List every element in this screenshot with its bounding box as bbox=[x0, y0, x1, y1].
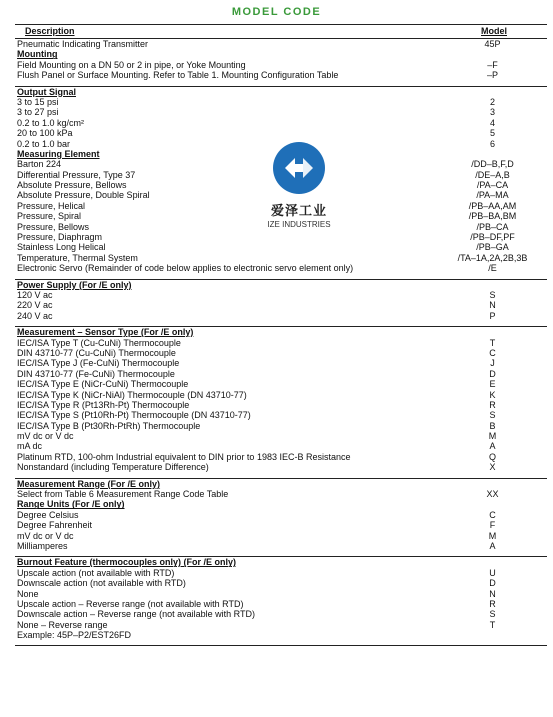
row-description: Differential Pressure, Type 37 bbox=[17, 169, 136, 180]
section-heading-row bbox=[15, 49, 547, 59]
table-section bbox=[15, 280, 547, 328]
row-model-code: /PB–BA,BM bbox=[468, 211, 517, 222]
row-description: 0.2 to 1.0 bar bbox=[17, 138, 71, 149]
table-row bbox=[15, 107, 547, 117]
row-model-code: /DD–B,F,D bbox=[471, 159, 514, 170]
row-model-code: M bbox=[488, 431, 497, 442]
row-model-code: N bbox=[489, 300, 496, 311]
model-code-table bbox=[15, 24, 547, 646]
row-model-code: R bbox=[489, 598, 496, 609]
row-model-code: /PA–CA bbox=[476, 180, 509, 191]
table-row bbox=[15, 609, 547, 619]
row-description: 120 V ac bbox=[17, 289, 53, 300]
row-description: Downscale action (not available with RTD) bbox=[17, 578, 186, 589]
row-description: Upscale action – Reverse range (not available with RTD) bbox=[17, 598, 244, 609]
row-model-code: A bbox=[489, 441, 496, 452]
model-column-header: Model bbox=[481, 26, 507, 36]
table-row bbox=[15, 118, 547, 128]
table-row bbox=[15, 311, 547, 321]
row-model-code: E bbox=[489, 379, 496, 390]
logo-mark-icon bbox=[273, 142, 325, 194]
row-model-code: S bbox=[489, 289, 496, 300]
row-model-code: C bbox=[489, 509, 496, 520]
row-model-code: X bbox=[489, 462, 496, 473]
table-row bbox=[15, 568, 547, 578]
table-row bbox=[15, 441, 547, 451]
table-row bbox=[15, 589, 547, 599]
row-description: Stainless Long Helical bbox=[17, 242, 106, 253]
table-row bbox=[15, 300, 547, 310]
section-heading: Power Supply (For /E only) bbox=[17, 279, 132, 290]
table-row bbox=[15, 128, 547, 138]
row-description: None bbox=[17, 588, 39, 599]
row-model-code: U bbox=[489, 567, 496, 578]
table-row bbox=[15, 452, 547, 462]
row-description: mA dc bbox=[17, 441, 43, 452]
row-description: 3 to 15 psi bbox=[17, 96, 59, 107]
company-logo bbox=[256, 142, 342, 229]
row-model-code: J bbox=[490, 358, 495, 369]
section-heading: Output Signal bbox=[17, 86, 76, 97]
table-row bbox=[15, 39, 547, 49]
table-row bbox=[15, 410, 547, 420]
row-model-code: –P bbox=[486, 70, 498, 81]
row-description: 220 V ac bbox=[17, 300, 53, 311]
row-description: DIN 43710-77 (Cu-CuNi) Thermocouple bbox=[17, 347, 176, 358]
table-row bbox=[15, 232, 547, 242]
table-row bbox=[15, 97, 547, 107]
row-model-code: /DE–A,B bbox=[475, 169, 510, 180]
row-model-code: T bbox=[489, 619, 496, 630]
row-description: IEC/ISA Type B (Pt30Rh-PtRh) Thermocouple bbox=[17, 420, 201, 431]
table-row bbox=[15, 348, 547, 358]
table-row bbox=[15, 70, 547, 80]
row-description: Degree Fahrenheit bbox=[17, 520, 93, 531]
row-description: Select from Table 6 Measurement Range Code Table bbox=[17, 489, 229, 500]
row-model-code: F bbox=[489, 520, 496, 531]
row-description: 0.2 to 1.0 kg/cm² bbox=[17, 117, 85, 128]
row-description: Electronic Servo (Remainder of code below applies to electronic servo element only) bbox=[17, 263, 354, 274]
row-description: Absolute Pressure, Bellows bbox=[17, 180, 127, 191]
row-model-code: M bbox=[488, 530, 497, 541]
table-row bbox=[15, 358, 547, 368]
row-description: mV dc or V dc bbox=[17, 530, 74, 541]
row-model-code: A bbox=[489, 540, 496, 551]
table-header bbox=[15, 25, 547, 39]
row-description: Field Mounting on a DN 50 or 2 in pipe, or Yoke Mounting bbox=[17, 59, 246, 70]
row-description: IEC/ISA Type R (Pt13Rh-Pt) Thermocouple bbox=[17, 399, 190, 410]
row-model-code: 6 bbox=[489, 138, 495, 149]
section-heading: Measuring Element bbox=[17, 148, 100, 159]
row-model-code: S bbox=[489, 410, 496, 421]
table-row bbox=[15, 510, 547, 520]
table-row bbox=[15, 338, 547, 348]
row-description: Pneumatic Indicating Transmitter bbox=[17, 39, 149, 49]
row-model-code: –F bbox=[487, 59, 498, 70]
row-description: Downscale action – Reverse range (not available with RTD) bbox=[17, 609, 255, 620]
row-description: IEC/ISA Type S (Pt10Rh-Pt) Thermocouple (DN 43710-77) bbox=[17, 410, 251, 421]
section-heading-row bbox=[15, 499, 547, 509]
description-column-header: Description bbox=[25, 26, 75, 36]
table-row bbox=[15, 599, 547, 609]
section-heading-row bbox=[15, 479, 547, 489]
row-description: IEC/ISA Type K (NiCr-NiAl) Thermocouple (DN 43710-77) bbox=[17, 389, 247, 400]
table-row bbox=[15, 253, 547, 263]
table-row bbox=[15, 541, 547, 551]
section-heading-row bbox=[15, 87, 547, 97]
table-section bbox=[15, 39, 547, 87]
row-model-code: R bbox=[489, 399, 496, 410]
row-model-code: S bbox=[489, 609, 496, 620]
table-row bbox=[15, 369, 547, 379]
row-model-code: 4 bbox=[489, 117, 495, 128]
table-row bbox=[15, 630, 547, 640]
row-description: Platinum RTD, 100-ohm Industrial equivalent to DIN prior to 1983 IEC-B Resistance bbox=[17, 451, 351, 462]
row-description: IEC/ISA Type E (NiCr-CuNi) Thermocouple bbox=[17, 379, 189, 390]
row-description: IEC/ISA Type J (Fe-CuNi) Thermocouple bbox=[17, 358, 180, 369]
row-description: Example: 45P–P2/EST26FD bbox=[17, 630, 132, 641]
table-section bbox=[15, 479, 547, 558]
row-description: IEC/ISA Type T (Cu-CuNi) Thermocouple bbox=[17, 337, 181, 348]
row-description: Degree Celsius bbox=[17, 509, 79, 520]
row-model-code: P bbox=[489, 310, 496, 321]
row-model-code: 45P bbox=[484, 39, 501, 49]
table-row bbox=[15, 462, 547, 472]
table-row bbox=[15, 431, 547, 441]
section-heading: Measurement – Sensor Type (For /E only) bbox=[17, 327, 194, 338]
row-description: mV dc or V dc bbox=[17, 431, 74, 442]
row-description: Nonstandard (including Temperature Difference) bbox=[17, 462, 209, 473]
row-description: Milliamperes bbox=[17, 540, 68, 551]
row-description: 3 to 27 psi bbox=[17, 107, 59, 118]
row-description: Flush Panel or Surface Mounting. Refer to Table 1. Mounting Configuration Table bbox=[17, 70, 339, 81]
table-row bbox=[15, 390, 547, 400]
table-row bbox=[15, 520, 547, 530]
section-heading-row bbox=[15, 280, 547, 290]
table-row bbox=[15, 421, 547, 431]
row-model-code: /PB–GA bbox=[476, 242, 509, 253]
row-description: DIN 43710-77 (Fe-CuNi) Thermocouple bbox=[17, 368, 175, 379]
row-model-code: XX bbox=[486, 489, 499, 500]
row-description: None – Reverse range bbox=[17, 619, 108, 630]
section-heading: Burnout Feature (thermocouples only) (For /E only) bbox=[17, 557, 237, 568]
row-description: Pressure, Spiral bbox=[17, 211, 82, 222]
row-model-code: N bbox=[489, 588, 496, 599]
section-heading-row bbox=[15, 557, 547, 567]
table-row bbox=[15, 531, 547, 541]
table-row bbox=[15, 489, 547, 499]
row-model-code: 3 bbox=[489, 107, 495, 118]
row-description: Pressure, Bellows bbox=[17, 221, 90, 232]
row-model-code: /PB–DF,PF bbox=[470, 232, 515, 243]
row-description: 20 to 100 kPa bbox=[17, 128, 73, 139]
table-row bbox=[15, 60, 547, 70]
table-row bbox=[15, 620, 547, 630]
row-description: Barton 224 bbox=[17, 159, 62, 170]
row-model-code: Q bbox=[488, 451, 496, 462]
row-model-code: /TA–1A,2A,2B,3B bbox=[457, 252, 528, 263]
row-model-code: /PA–MA bbox=[476, 190, 509, 201]
row-description: Absolute Pressure, Double Spiral bbox=[17, 190, 150, 201]
row-model-code: C bbox=[489, 347, 496, 358]
table-row bbox=[15, 290, 547, 300]
table-section bbox=[15, 327, 547, 478]
table-row bbox=[15, 379, 547, 389]
row-model-code: /PB–AA,AM bbox=[468, 200, 517, 211]
row-model-code: D bbox=[489, 368, 496, 379]
row-model-code: D bbox=[489, 578, 496, 589]
row-model-code: 5 bbox=[489, 128, 495, 139]
row-model-code: K bbox=[489, 389, 496, 400]
logo-subtitle: IZE INDUSTRIES bbox=[267, 220, 331, 229]
table-row bbox=[15, 263, 547, 273]
table-row bbox=[15, 400, 547, 410]
row-description: Pressure, Helical bbox=[17, 200, 86, 211]
row-model-code: B bbox=[489, 420, 496, 431]
row-model-code: /PB–CA bbox=[476, 221, 509, 232]
table-section bbox=[15, 557, 547, 645]
section-heading: Range Units (For /E only) bbox=[17, 499, 125, 510]
row-model-code: T bbox=[489, 337, 496, 348]
section-heading-row bbox=[15, 327, 547, 337]
section-heading: Mounting bbox=[17, 49, 58, 60]
row-model-code: 2 bbox=[489, 96, 495, 107]
section-heading: Measurement Range (For /E only) bbox=[17, 478, 161, 489]
table-row bbox=[15, 578, 547, 588]
row-description: Temperature, Thermal System bbox=[17, 252, 138, 263]
row-description: Upscale action (not available with RTD) bbox=[17, 567, 175, 578]
logo-name: 爱泽工业 bbox=[270, 203, 327, 218]
table-row bbox=[15, 242, 547, 252]
page-title: MODEL CODE bbox=[231, 6, 322, 18]
row-description: 240 V ac bbox=[17, 310, 53, 321]
row-description: Pressure, Diaphragm bbox=[17, 232, 103, 243]
row-model-code: /E bbox=[488, 263, 497, 274]
